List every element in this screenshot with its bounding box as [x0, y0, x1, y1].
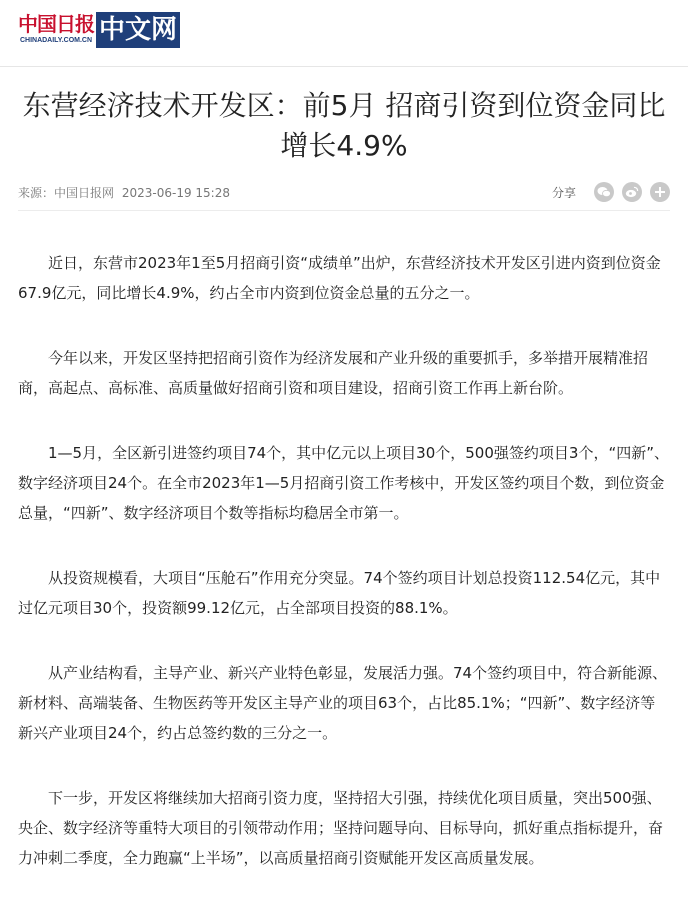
share-bar	[552, 182, 670, 202]
site-header	[0, 0, 688, 67]
article-meta	[18, 184, 234, 201]
meta-divider	[18, 210, 670, 211]
logo-chinese-text: 中国日报	[18, 12, 94, 36]
article-title: 东营经济技术开发区：前5月 招商引资到位资金同比增长4.9%	[22, 89, 666, 162]
article-paragraph: 1—5月，全区新引进签约项目74个，其中亿元以上项目30个，500强签约项目3个，“四新”、数字经济项目24个。在全市2023年1—5月招商引资工作考核中，开发区签约项目个数，到位资金总量，“四新”、数字经济项目个数等指标均稳居全市第一。	[18, 444, 669, 522]
article-datetime: 2023-06-19 15:28	[121, 186, 230, 200]
article-paragraph: 今年以来，开发区坚持把招商引资作为经济发展和产业升级的重要抓手，多举措开展精准招商，高起点、高标准、高质量做好招商引资和项目建设，招商引资工作再上新台阶。	[18, 349, 649, 397]
article-source: 来源：中国日报网	[18, 186, 115, 200]
plus-icon[interactable]	[650, 182, 670, 202]
article-paragraph: 从投资规模看，大项目“压舱石”作用充分突显。74个签约项目计划总投资112.54亿元，其中过亿元项目30个，投资额99.12亿元，占全部项目投资的88.1%。	[18, 569, 661, 617]
weibo-icon[interactable]	[622, 182, 642, 202]
article-paragraph: 从产业结构看，主导产业、新兴产业特色彰显，发展活力强。74个签约项目中，符合新能源、新材料、高端装备、生物医药等开发区主导产业的项目63个，占比85.1%；“四新”、数字经济等新兴产业项目24个，约占总签约数的三分之一。	[18, 664, 668, 742]
share-label: 分享	[551, 185, 576, 200]
logo-left	[18, 12, 94, 45]
site-logo[interactable]	[18, 12, 180, 52]
article-paragraph: 近日，东营市2023年1至5月招商引资“成绩单”出炉，东营经济技术开发区引进内资到位资金67.9亿元，同比增长4.9%，约占全市内资到位资金总量的五分之一。	[18, 254, 661, 302]
wechat-icon[interactable]	[594, 182, 614, 202]
logo-box-text: 中文网	[96, 12, 180, 48]
article-body	[18, 248, 670, 908]
logo-english-text: CHINADAILY.COM.CN	[19, 37, 93, 44]
article-paragraph: 下一步，开发区将继续加大招商引资力度，坚持招大引强，持续优化项目质量，突出500强、央企、数字经济等重特大项目的引领带动作用；坚持问题导向、目标导向，抓好重点指标提升，奋力冲刺二季度，全力跑赢“上半场”，以高质量招商引资赋能开发区高质量发展。	[18, 789, 664, 867]
